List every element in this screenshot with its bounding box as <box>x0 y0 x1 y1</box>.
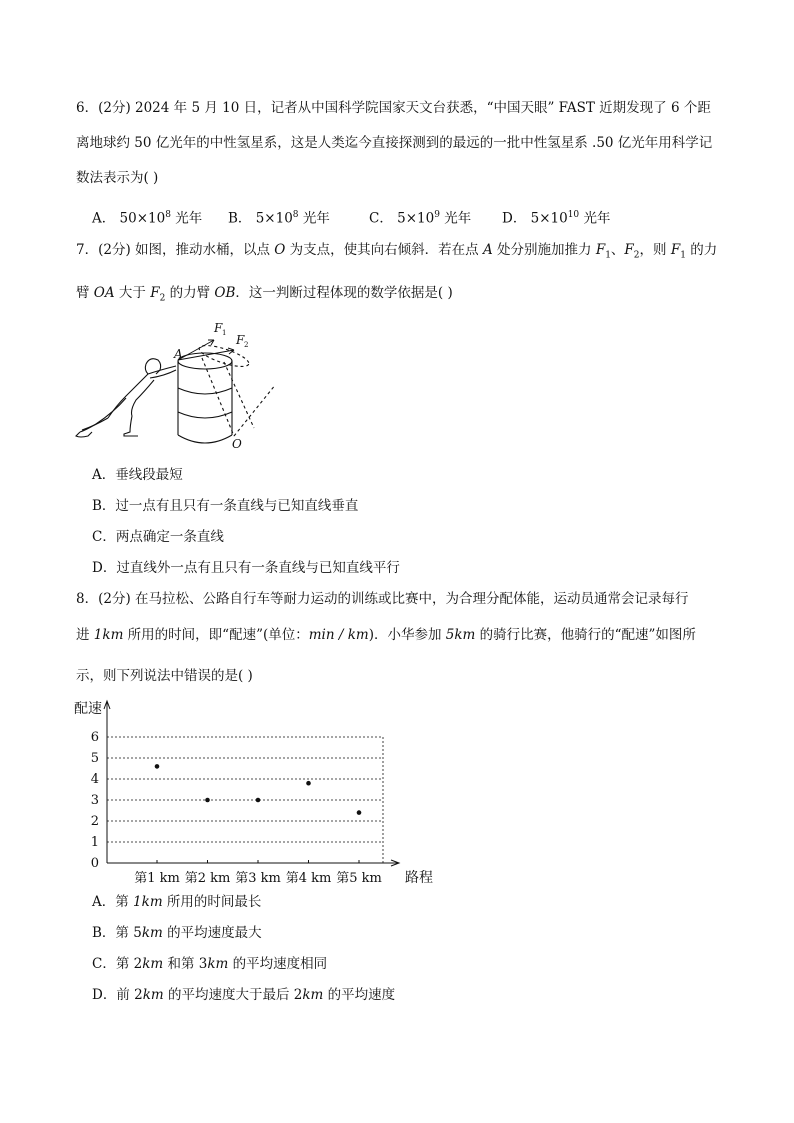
q6-option-d-suffix: 光年 <box>579 210 611 227</box>
q7-text: ，则 <box>639 242 671 258</box>
q8-opt-text: 的平均速度 <box>323 987 396 1003</box>
q8-text: 的骑行比赛，他骑行的“配速”如图所 <box>475 627 696 643</box>
q8-opt-text: B．第 5 <box>92 925 142 941</box>
x-tick-label: 第2 km <box>184 871 231 886</box>
q8-option-a[interactable] <box>92 892 261 912</box>
q8-opt-text: C．第 2 <box>92 956 143 972</box>
q8-opt-km: 1km <box>133 894 163 910</box>
q7-option-b[interactable]: B．过一点有且只有一条直线与已知直线垂直 <box>92 498 359 514</box>
q8-opt-text: D．前 2 <box>92 987 143 1003</box>
q7-f1-sub: 1 <box>605 250 611 261</box>
q6-option-c-exp: 9 <box>434 210 440 220</box>
data-point <box>155 764 160 769</box>
q8-option-d[interactable] <box>92 985 395 1005</box>
y-axis-label: 配速 <box>74 701 102 717</box>
x-axis-label: 路程 <box>405 870 433 886</box>
y-tick-label: 3 <box>90 793 99 808</box>
figure-label-f2: F <box>236 333 245 347</box>
data-point <box>357 810 362 815</box>
q7-text: 、 <box>610 242 625 258</box>
force-arrows <box>178 340 234 360</box>
q8-text: 进 <box>76 627 94 643</box>
q8-opt-km: km <box>141 925 163 941</box>
q8-option-c[interactable] <box>92 954 327 974</box>
figure-label-f1-sub: 1 <box>222 329 227 337</box>
q6-option-a-exp: 8 <box>165 210 171 220</box>
q7-text: 臂 <box>76 285 94 301</box>
q8-line-3: 示，则下列说法中错误的是( ) <box>76 668 253 684</box>
bucket-icon <box>178 341 274 443</box>
figure-label-f1: F <box>214 321 223 335</box>
q6-option-c[interactable] <box>369 205 471 229</box>
q8-opt-text: A．第 <box>92 894 134 910</box>
q6-option-a-suffix: 光年 <box>170 210 203 227</box>
x-tick-label: 第3 km <box>235 871 281 886</box>
q8-opt-km: km <box>302 987 324 1003</box>
q7-point-o: O <box>274 242 286 258</box>
q6-option-c-prefix: C． 5×10 <box>369 210 435 227</box>
q6-option-b-exp: 8 <box>292 210 299 220</box>
figure-label-f2-sub: 2 <box>244 341 249 349</box>
q8-opt-km: km <box>142 956 164 972</box>
q6-option-c-suffix: 光年 <box>439 210 472 227</box>
data-point <box>256 798 261 803</box>
y-tick-label: 1 <box>90 835 99 850</box>
q7-f2: F <box>624 242 634 258</box>
q7-f1: F <box>595 242 606 258</box>
q8-opt-text: 的平均速度相同 <box>228 956 328 972</box>
person-pushing-icon <box>76 359 176 437</box>
q7-text: 为支点，使其向右倾斜．若在点 <box>285 242 483 258</box>
q7-option-c[interactable]: C．两点确定一条直线 <box>92 529 224 545</box>
q7-text: 大于 <box>114 285 151 301</box>
q6-option-a-prefix: A． 50×10 <box>92 210 166 227</box>
q8-unit: min / km <box>308 627 369 643</box>
q8-opt-text: 的平均速度大于最后 2 <box>163 987 303 1003</box>
q8-line-1: 8．(2分) 在马拉松、公路自行车等耐力运动的训练或比赛中，为合理分配体能，运动员通常会记录每行 <box>76 591 689 607</box>
q6-line-1: 6．(2分) 2024 年 5 月 10 日，记者从中国科学院国家天文台获悉，“中国天眼” FAST 近期发现了 6 个距 <box>76 100 711 116</box>
q6-option-d-exp: 10 <box>567 210 580 220</box>
q6-line-2: 离地球约 50 亿光年的中性氢星系，这是人类迄今直接探测到的最远的一批中性氢星系 .50 亿光年用科学记 <box>76 135 713 151</box>
y-tick-label: 4 <box>90 772 99 787</box>
figure-label-a: A <box>174 347 183 361</box>
q8-opt-text: 的平均速度最大 <box>162 925 262 941</box>
q8-option-b[interactable] <box>92 923 262 943</box>
q7-f2-sub: 2 <box>633 250 640 261</box>
q7-text: 的力 <box>685 242 718 258</box>
x-tick-label: 第5 km <box>336 871 382 886</box>
q7-text: 处分别施加推力 <box>492 242 596 258</box>
q8-opt-text: 和第 3 <box>163 956 208 972</box>
q7-ob: OB <box>214 285 236 301</box>
y-tick-label: 5 <box>90 751 99 766</box>
q7-f1: F <box>670 242 681 258</box>
q7-option-a[interactable]: A．垂线段最短 <box>92 467 183 483</box>
q8-km: 1km <box>93 627 124 643</box>
q7-text: ．这一判断过程体现的数学依据是( ) <box>235 285 453 301</box>
q7-f2: F <box>150 285 160 301</box>
q8-km: 5km <box>445 627 476 643</box>
q6-option-a[interactable] <box>92 205 202 229</box>
y-tick-label: 0 <box>90 856 99 871</box>
data-point <box>205 798 210 803</box>
q8-text: )．小华参加 <box>368 627 446 643</box>
figure-label-o: O <box>232 437 242 451</box>
q7-line-2 <box>76 283 453 309</box>
x-tick-label: 第1 km <box>134 871 180 886</box>
q6-option-b[interactable] <box>228 205 330 229</box>
q6-option-b-prefix: B． 5×10 <box>228 210 293 227</box>
q6-option-d[interactable] <box>502 205 610 229</box>
q8-opt-text: 所用的时间最长 <box>162 894 262 910</box>
q6-option-b-suffix: 光年 <box>298 210 330 227</box>
q6-line-3: 数法表示为( ) <box>76 170 159 186</box>
q7-f1-sub: 1 <box>680 250 686 261</box>
bucket-figure <box>74 318 274 453</box>
q8-line-2 <box>76 625 696 645</box>
x-tick-label: 第4 km <box>285 871 332 886</box>
q8-opt-km: km <box>142 987 164 1003</box>
q7-text: 7．(2分) 如图，推动水桶，以点 <box>76 242 275 258</box>
q7-text: 的力臂 <box>165 285 215 301</box>
q7-line-1 <box>76 240 717 266</box>
q7-f2-sub: 2 <box>159 293 166 304</box>
q7-option-d[interactable]: D．过直线外一点有且只有一条直线与已知直线平行 <box>92 560 400 576</box>
q6-option-d-prefix: D． 5×10 <box>502 210 568 227</box>
q8-text: 所用的时间，即“配速”(单位： <box>123 627 309 643</box>
q7-point-a: A <box>482 242 493 258</box>
y-tick-label: 6 <box>90 730 99 745</box>
y-tick-label: 2 <box>90 814 99 829</box>
q7-oa: OA <box>93 285 115 301</box>
q8-opt-km: km <box>207 956 229 972</box>
data-point <box>306 781 311 786</box>
pace-chart <box>70 690 440 890</box>
